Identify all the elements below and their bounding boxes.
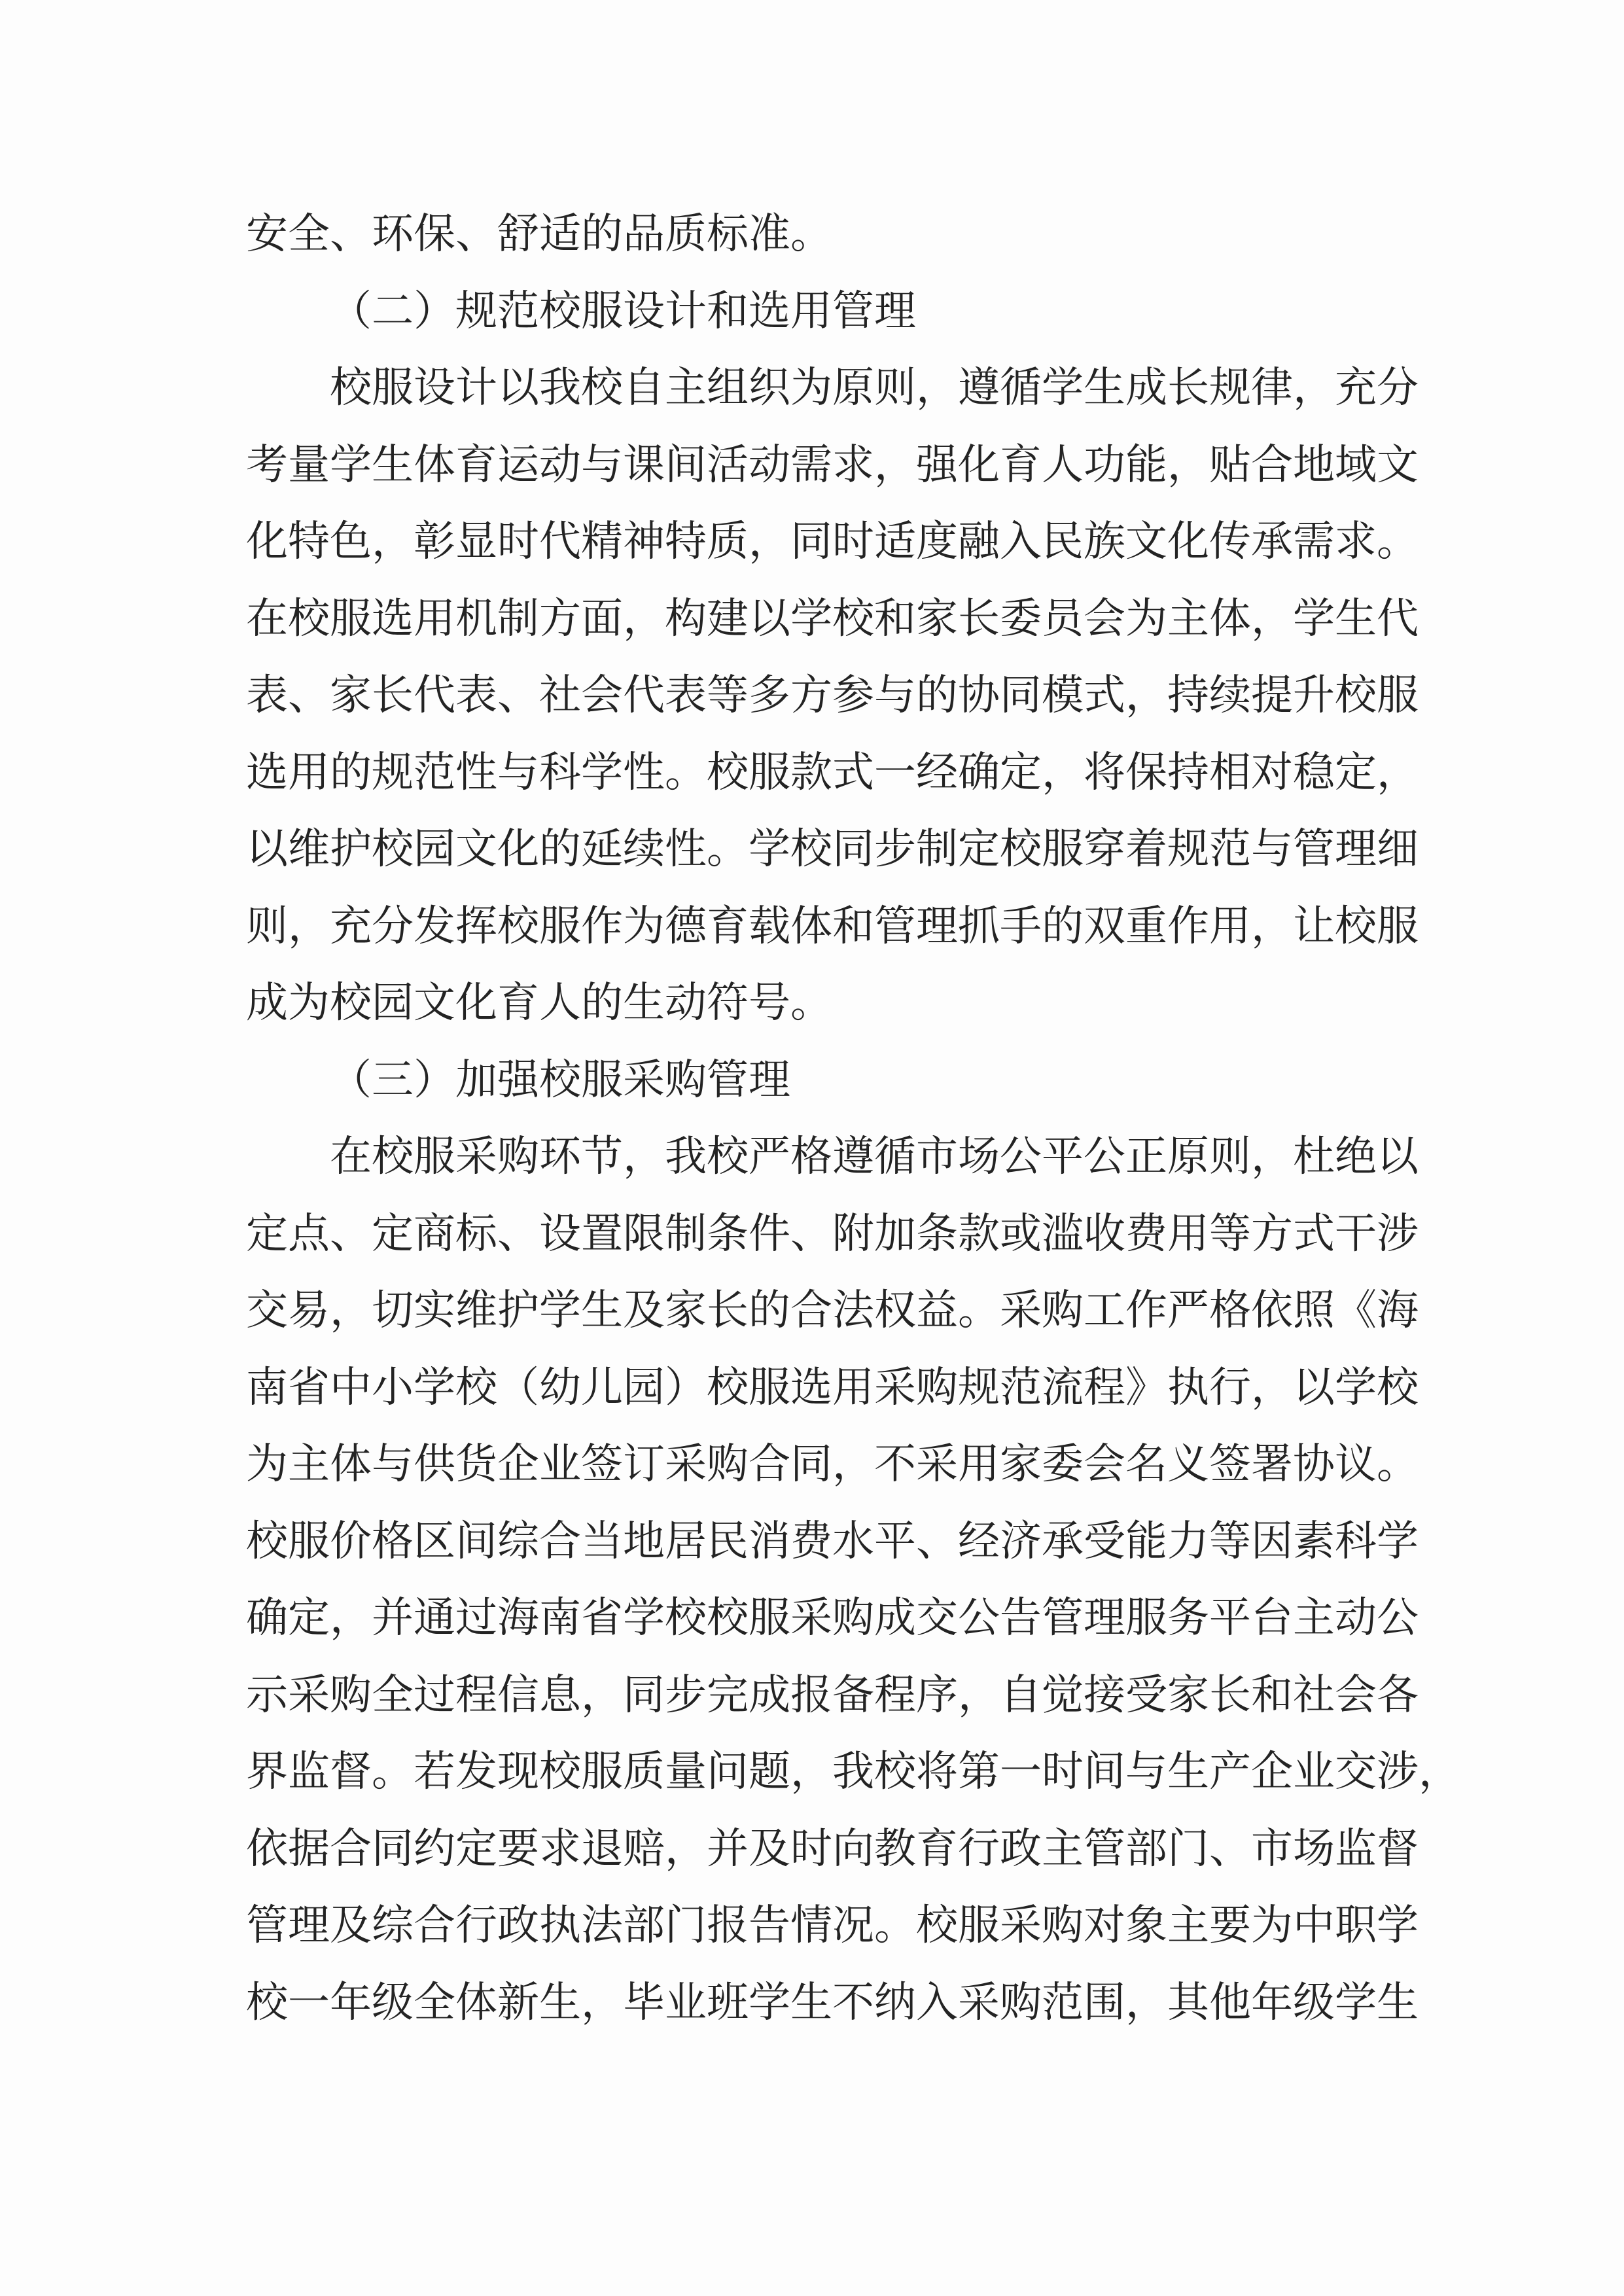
body-line: 界监督。若发现校服质量问题，我校将第一时间与生产企业交涉， bbox=[246, 1748, 1460, 1796]
body-line: 在校服选用机制方面，构建以学校和家长委员会为主体，学生代 bbox=[246, 594, 1419, 643]
body-line: 成为校园文化育人的生动符号。 bbox=[246, 979, 832, 1027]
body-line: 在校服采购环节，我校严格遵循市场公平公正原则，杜绝以 bbox=[330, 1133, 1419, 1181]
body-line: 定点、定商标、设置限制条件、附加条款或滥收费用等方式干涉 bbox=[246, 1209, 1419, 1258]
body-line: 管理及综合行政执法部门报告情况。校服采购对象主要为中职学 bbox=[246, 1901, 1419, 1950]
body-line: 示采购全过程信息，同步完成报备程序，自觉接受家长和社会各 bbox=[246, 1670, 1419, 1720]
body-line: 化特色，彰显时代精神特质，同时适度融入民族文化传承需求。 bbox=[246, 518, 1419, 566]
body-line: 依据合同约定要求退赔，并及时向教育行政主管部门、市场监督 bbox=[246, 1824, 1419, 1873]
body-line: 为主体与供货企业签订采购合同，不采用家委会名义签署协议。 bbox=[246, 1440, 1419, 1489]
body-line: 确定，并通过海南省学校校服采购成交公告管理服务平台主动公 bbox=[246, 1594, 1419, 1642]
body-line: 则，充分发挥校服作为德育载体和管理抓手的双重作用，让校服 bbox=[246, 902, 1419, 951]
body-line: 校一年级全体新生，毕业班学生不纳入采购范围，其他年级学生 bbox=[246, 1978, 1419, 2027]
body-line: 以维护校园文化的延续性。学校同步制定校服穿着规范与管理细 bbox=[246, 825, 1419, 874]
body-line: 考量学生体育运动与课间活动需求，强化育人功能，贴合地域文 bbox=[246, 440, 1419, 489]
document-body bbox=[246, 196, 1460, 2041]
section-heading-3: （三）加强校服采购管理 bbox=[330, 1055, 790, 1104]
body-line: 校服设计以我校自主组织为原则，遵循学生成长规律，充分 bbox=[330, 364, 1419, 412]
body-line: 选用的规范性与科学性。校服款式一经确定，将保持相对稳定， bbox=[246, 748, 1419, 797]
body-line: 南省中小学校（幼儿园）校服选用采购规范流程》执行，以学校 bbox=[246, 1363, 1419, 1412]
section-heading-2: （二）规范校服设计和选用管理 bbox=[330, 287, 916, 336]
body-line: 交易，切实维护学生及家长的合法权益。采购工作严格依照《海 bbox=[246, 1286, 1419, 1335]
body-line: 安全、环保、舒适的品质标准。 bbox=[246, 210, 832, 258]
body-line: 校服价格区间综合当地居民消费水平、经济承受能力等因素科学 bbox=[246, 1517, 1419, 1566]
body-line: 表、家长代表、社会代表等多方参与的协同模式，持续提升校服 bbox=[246, 671, 1419, 720]
